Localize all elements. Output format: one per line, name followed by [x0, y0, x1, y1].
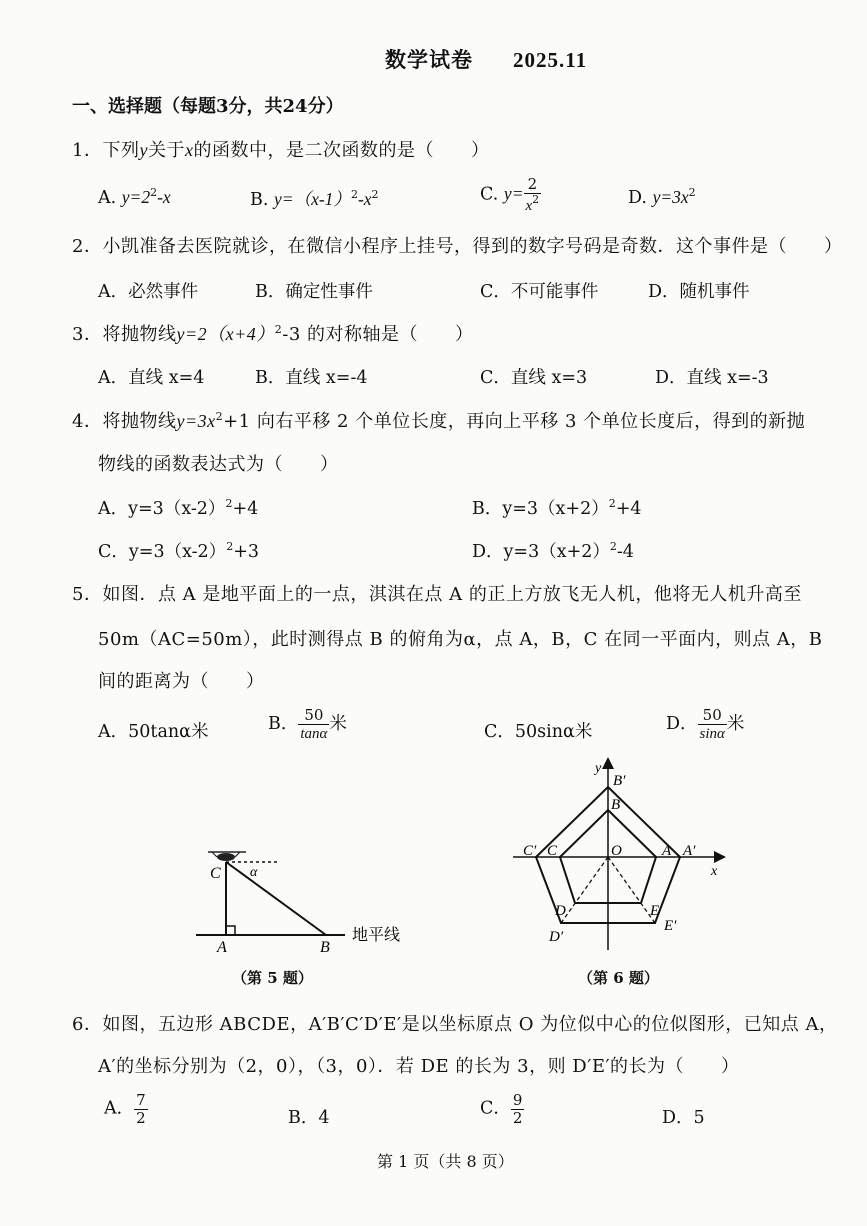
option-expr: y=（x-1）	[274, 189, 351, 209]
option-expr: A．y=3（x-2）	[98, 499, 226, 519]
label-c: C	[210, 865, 221, 882]
q3-option-d[interactable]: D．直线 x=-3	[655, 368, 769, 388]
option-expr: y=2	[121, 187, 151, 207]
label-ground: 地平线	[352, 925, 401, 944]
q4-option-b[interactable]	[472, 495, 642, 520]
option-label: D.	[628, 188, 647, 208]
exponent: 2	[226, 540, 234, 553]
q2-option-a[interactable]: A．必然事件	[98, 282, 199, 302]
q4-option-d[interactable]	[472, 538, 634, 563]
option-expr: C．y=3（x-2）	[98, 542, 227, 562]
option-expr: +4	[615, 499, 642, 519]
q4-option-a[interactable]	[98, 495, 258, 520]
q1-option-c[interactable]	[480, 176, 541, 214]
q6-option-a[interactable]	[104, 1092, 148, 1126]
segment-cb	[226, 862, 326, 935]
option-label: A.	[98, 188, 117, 208]
figure-5-caption: （第 5 题）	[232, 969, 313, 987]
q5-option-c[interactable]: C．50sinα米	[484, 722, 593, 742]
label-o: O	[611, 843, 622, 859]
question-2-stem: 2．小凯准备去医院就诊，在微信小程序上挂号，得到的数字号码是奇数．这个事件是（ ）	[72, 236, 843, 257]
axis-label-x: x	[711, 864, 718, 879]
question-4-line-2: 物线的函数表达式为（ ）	[98, 454, 339, 475]
q1-stem-part: 的函数中，是二次函数的是（ ）	[193, 140, 490, 161]
q6-option-c[interactable]	[480, 1092, 524, 1126]
label-e-prime: E′	[664, 918, 677, 934]
q4-stem-part: 4．将抛物线	[72, 411, 177, 432]
q3-expr: y=2（x+4）	[176, 324, 275, 344]
exponent: 2	[609, 540, 617, 553]
question-3-stem	[72, 320, 474, 346]
numerator: 50	[702, 706, 722, 724]
label-b-prime: B′	[613, 773, 626, 789]
q2-option-b[interactable]: B．确定性事件	[255, 282, 373, 302]
q6-option-b[interactable]: B．4	[288, 1108, 330, 1128]
label-a: A	[217, 939, 227, 956]
denominator: 2	[136, 1108, 146, 1127]
fraction	[698, 707, 727, 742]
q3-option-a[interactable]: A．直线 x=4	[98, 368, 205, 388]
exponent: 2	[274, 323, 283, 336]
exponent: 2	[688, 186, 696, 199]
question-6-line-2: A′的坐标分别为（2，0），（3，0）．若 DE 的长为 3，则 D′E′的长为（ ）	[98, 1056, 740, 1077]
figure-5-diagram	[190, 840, 430, 960]
exponent: 2	[608, 497, 616, 510]
question-5-line-2: 50m（AC=50m），此时测得点 B 的俯角为α，点 A，B，C 在同一平面内，则点 A，B	[98, 629, 823, 650]
figure-6-caption: （第 6 题）	[578, 969, 659, 987]
fraction	[298, 707, 329, 742]
question-1-stem	[72, 136, 489, 162]
option-expr: -x	[157, 187, 171, 207]
right-angle-mark	[226, 926, 235, 935]
q3-stem-part: -3 的对称轴是（ ）	[282, 324, 474, 345]
option-label: A．	[104, 1098, 135, 1119]
label-c-prime: C′	[523, 843, 537, 859]
option-expr: +4	[232, 499, 259, 519]
page-title	[385, 44, 587, 74]
option-label: B．	[268, 714, 299, 734]
q1-option-d[interactable]	[628, 186, 696, 208]
q4-expr: y=3x	[176, 411, 216, 431]
label-e: E	[650, 903, 660, 919]
unit: 米	[329, 714, 347, 734]
option-label: B.	[250, 190, 269, 210]
axis-label-y: y	[595, 761, 602, 776]
label-alpha: α	[250, 865, 258, 880]
q1-var-y: y	[139, 140, 148, 160]
q4-stem-part: +1 向右平移 2 个单位长度，再向上平移 3 个单位长度后，得到的新抛	[223, 411, 806, 432]
label-a: A	[662, 843, 672, 859]
q5-option-b[interactable]	[268, 707, 347, 742]
exponent: 2	[150, 186, 158, 199]
label-a-prime: A′	[683, 843, 696, 859]
option-expr: D．y=3（x+2）	[472, 542, 610, 562]
option-label: D．	[666, 714, 698, 734]
option-expr: +3	[233, 542, 259, 562]
q1-option-b[interactable]	[250, 186, 379, 211]
exam-date: 2025.11	[513, 48, 588, 72]
option-label: C.	[480, 184, 499, 205]
q1-option-a[interactable]	[98, 186, 171, 208]
denominator-var: x	[525, 197, 533, 214]
q2-option-d[interactable]: D．随机事件	[648, 282, 750, 302]
option-expr: y=3x	[652, 187, 689, 207]
question-6-line-1: 6．如图，五边形 ABCDE，A′B′C′D′E′是以坐标原点 O 为位似中心的位似图形，已知点 A，	[72, 1014, 838, 1035]
fraction	[511, 1092, 525, 1126]
q1-stem-part: 1．下列	[72, 140, 140, 161]
fraction	[524, 176, 542, 214]
q3-option-c[interactable]: C．直线 x=3	[480, 368, 588, 388]
label-d: D	[555, 903, 566, 919]
exponent: 2	[215, 410, 224, 423]
numerator: 2	[527, 175, 538, 193]
numerator: 9	[512, 1091, 523, 1109]
label-d-prime: D′	[549, 929, 564, 945]
question-5-line-3: 间的距离为（ ）	[98, 671, 265, 692]
exam-title: 数学试卷	[385, 47, 473, 72]
denominator-text: tanα	[300, 725, 328, 742]
question-5-line-1: 5．如图．点 A 是地平面上的一点，淇淇在点 A 的正上方放飞无人机，他将无人机升高至	[72, 584, 802, 605]
denominator-text: sinα	[699, 725, 725, 742]
exponent: 2	[371, 188, 379, 201]
q3-stem-part: 3．将抛物线	[72, 324, 177, 345]
q4-option-c[interactable]	[98, 538, 259, 563]
denominator	[698, 724, 727, 743]
section-heading: 一、选择题（每题3分，共24分）	[72, 96, 344, 117]
exponent: 2	[532, 192, 540, 206]
q1-stem-part: 关于	[147, 140, 185, 161]
label-b: B	[611, 797, 621, 813]
q1-var-x: x	[184, 140, 194, 160]
q3-option-b[interactable]: B．直线 x=-4	[255, 368, 368, 388]
denominator	[298, 724, 329, 743]
page-footer: 第 1 页（共 8 页）	[377, 1152, 514, 1171]
drone-icon	[208, 852, 246, 861]
option-label: C．	[480, 1098, 511, 1119]
numerator: 7	[136, 1091, 146, 1109]
q5-option-d[interactable]	[666, 707, 744, 742]
denominator	[524, 193, 542, 215]
label-c: C	[547, 843, 558, 859]
option-expr: B．y=3（x+2）	[472, 499, 609, 519]
option-expr: -x	[357, 189, 372, 209]
q5-option-a[interactable]: A．50tanα米	[98, 722, 209, 742]
denominator: 2	[512, 1108, 523, 1127]
option-expr: y=	[503, 183, 524, 204]
figure-6-diagram	[505, 755, 730, 955]
numerator: 50	[304, 706, 324, 724]
option-expr: -4	[616, 542, 634, 562]
unit: 米	[726, 714, 745, 734]
fraction	[134, 1092, 148, 1126]
exponent: 2	[350, 188, 358, 201]
q6-option-d[interactable]: D．5	[662, 1108, 705, 1128]
ray-od	[561, 857, 608, 923]
question-4-line-1	[72, 407, 805, 433]
ray-oe	[608, 857, 655, 923]
q2-option-c[interactable]: C．不可能事件	[480, 282, 599, 302]
exponent: 2	[225, 497, 233, 510]
label-b: B	[320, 939, 330, 956]
